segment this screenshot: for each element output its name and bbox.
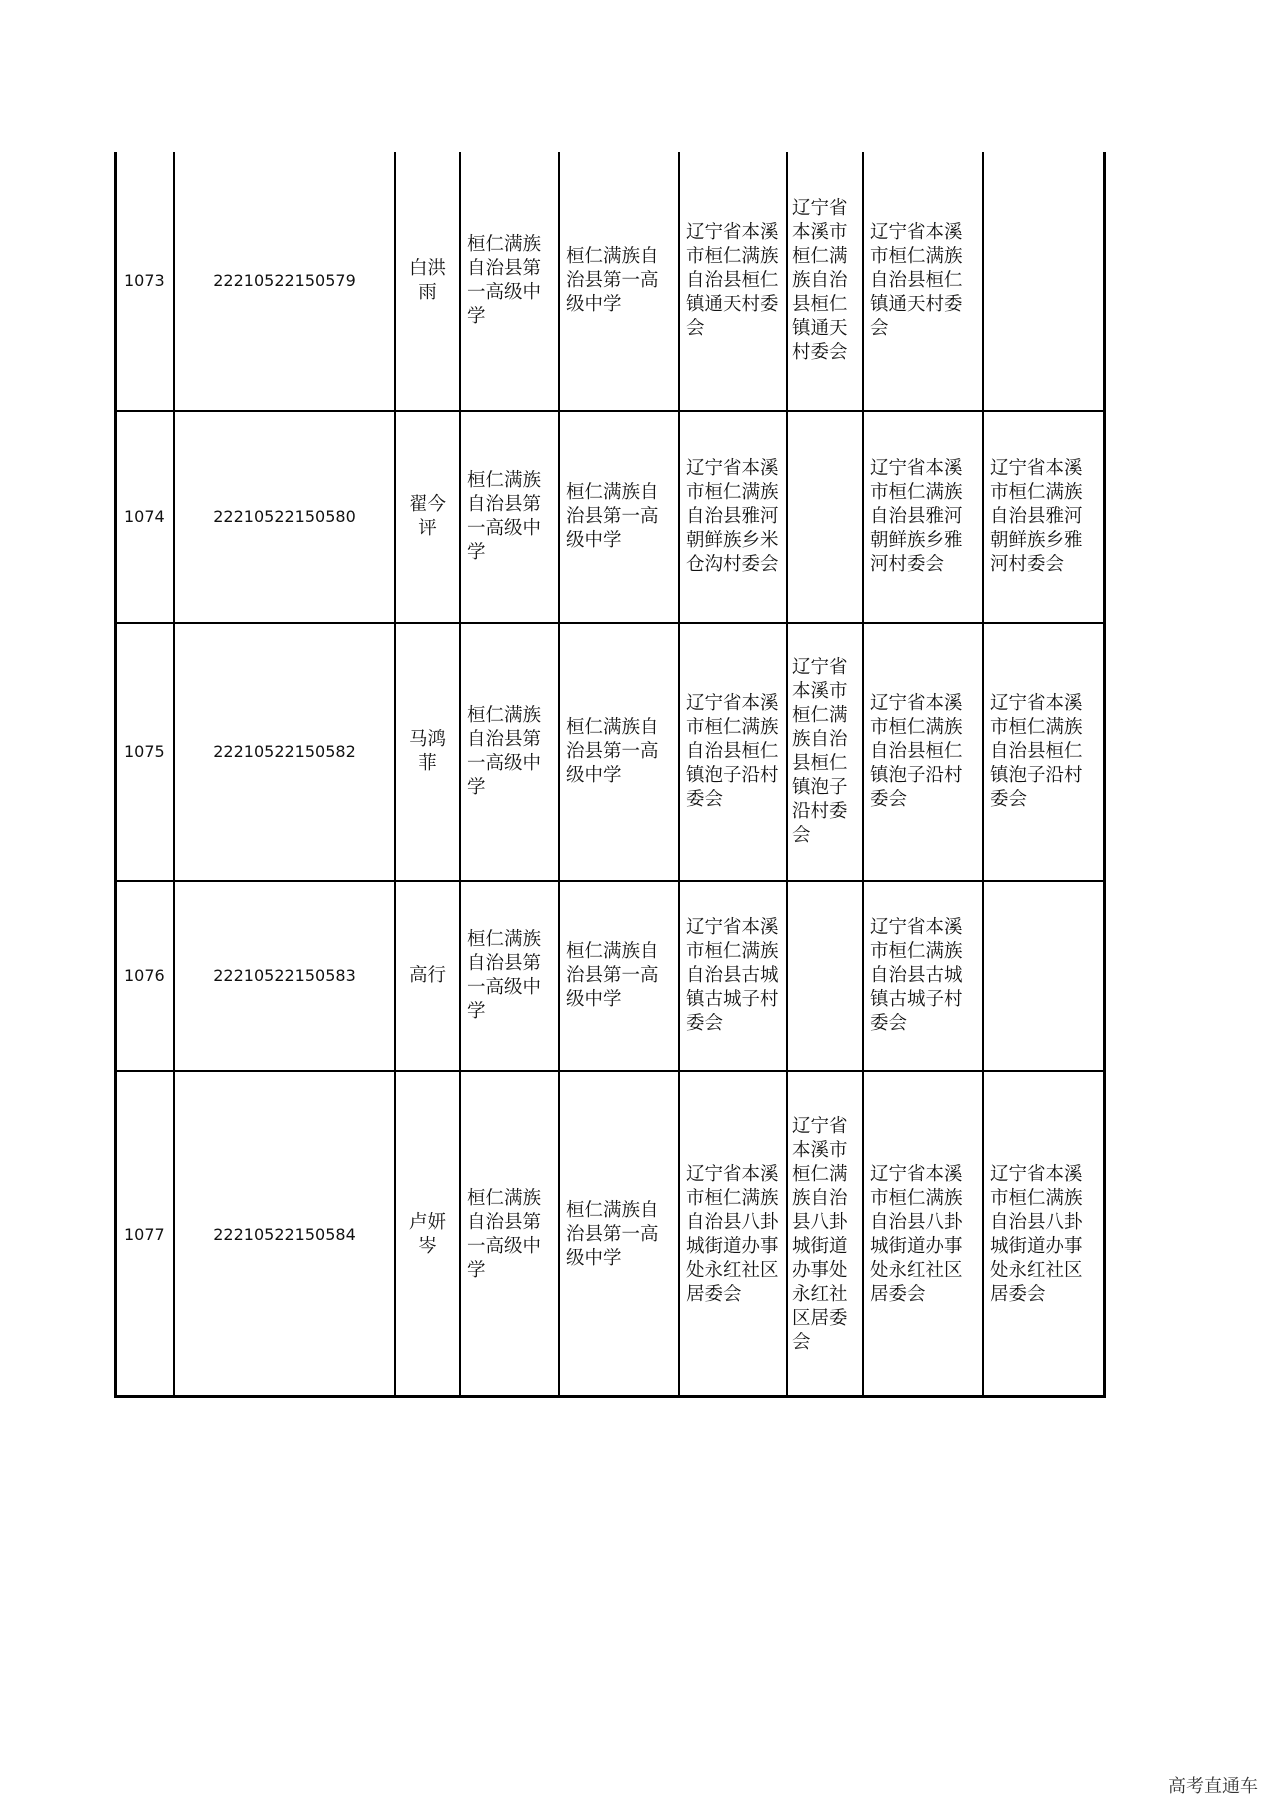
address-4: 辽宁省本溪市桓仁满族自治县桓仁镇泡子沿村委会: [990, 693, 1083, 810]
student-name: 白洪雨: [408, 258, 446, 303]
seq-cell: [114, 412, 175, 622]
school-name: 桓仁满族自治县第一高级中学: [467, 234, 542, 327]
address-2: 辽宁省本溪市桓仁满族自治县桓仁镇泡子沿村委会: [792, 657, 848, 846]
address4-cell: [984, 152, 1103, 410]
watermark-text: 高考直通车: [1168, 1776, 1258, 1797]
student-name-cell: [396, 882, 461, 1070]
school2-cell: [560, 1072, 680, 1398]
address-2: 辽宁省本溪市桓仁满族自治县八卦城街道办事处永红社区居委会: [792, 1116, 848, 1353]
address-4: 辽宁省本溪市桓仁满族自治县雅河朝鲜族乡雅河村委会: [990, 458, 1083, 575]
school-name-2: 桓仁满族自治县第一高级中学: [566, 246, 659, 315]
address-2: 辽宁省本溪市桓仁满族自治县桓仁镇通天村委会: [792, 198, 848, 363]
student-name: 马鸿菲: [408, 729, 446, 774]
exam-number: 22210522150583: [213, 966, 356, 985]
address1-cell: [680, 1072, 788, 1398]
address2-cell: [788, 412, 864, 622]
address1-cell: [680, 412, 788, 622]
school-cell: [461, 882, 560, 1070]
student-name-cell: [396, 152, 461, 410]
exam-number-cell: [175, 882, 396, 1070]
school2-cell: [560, 882, 680, 1070]
table-row: [114, 882, 1106, 1072]
exam-number-cell: [175, 1072, 396, 1398]
student-name-cell: [396, 624, 461, 880]
seq-number: 1077: [124, 1225, 165, 1244]
address-1: 辽宁省本溪市桓仁满族自治县八卦城街道办事处永红社区居委会: [686, 1164, 779, 1305]
exam-number: 22210522150584: [213, 1225, 356, 1244]
address-1: 辽宁省本溪市桓仁满族自治县桓仁镇泡子沿村委会: [686, 693, 779, 810]
school-name: 桓仁满族自治县第一高级中学: [467, 929, 542, 1022]
school2-cell: [560, 624, 680, 880]
student-name: 高行: [408, 965, 446, 986]
address-1: 辽宁省本溪市桓仁满族自治县古城镇古城子村委会: [686, 917, 779, 1034]
address-3: 辽宁省本溪市桓仁满族自治县古城镇古城子村委会: [870, 917, 963, 1034]
table-row: [114, 624, 1106, 882]
address2-cell: [788, 624, 864, 880]
address2-cell: [788, 1072, 864, 1398]
school-cell: [461, 152, 560, 410]
seq-number: 1075: [124, 742, 165, 761]
address4-cell: [984, 882, 1103, 1070]
seq-number: 1074: [124, 507, 165, 526]
school-cell: [461, 624, 560, 880]
school-cell: [461, 1072, 560, 1398]
school2-cell: [560, 152, 680, 410]
seq-number: 1073: [124, 271, 165, 290]
seq-cell: [114, 882, 175, 1070]
address2-cell: [788, 152, 864, 410]
exam-number: 22210522150580: [213, 507, 356, 526]
address-3: 辽宁省本溪市桓仁满族自治县雅河朝鲜族乡雅河村委会: [870, 458, 963, 575]
table-row: [114, 1072, 1106, 1398]
student-name-cell: [396, 1072, 461, 1398]
school-cell: [461, 412, 560, 622]
seq-cell: [114, 1072, 175, 1398]
address3-cell: [864, 624, 984, 880]
school-name: 桓仁满族自治县第一高级中学: [467, 470, 542, 563]
student-name: 卢妍岑: [408, 1212, 446, 1257]
address3-cell: [864, 1072, 984, 1398]
school-name: 桓仁满族自治县第一高级中学: [467, 1188, 542, 1281]
school-name-2: 桓仁满族自治县第一高级中学: [566, 941, 659, 1010]
address1-cell: [680, 152, 788, 410]
address-3: 辽宁省本溪市桓仁满族自治县桓仁镇泡子沿村委会: [870, 693, 963, 810]
table-row: [114, 412, 1106, 624]
address2-cell: [788, 882, 864, 1070]
address4-cell: [984, 624, 1103, 880]
school2-cell: [560, 412, 680, 622]
address1-cell: [680, 882, 788, 1070]
address-3: 辽宁省本溪市桓仁满族自治县桓仁镇通天村委会: [870, 222, 963, 339]
address-4: 辽宁省本溪市桓仁满族自治县八卦城街道办事处永红社区居委会: [990, 1164, 1083, 1305]
seq-number: 1076: [124, 966, 165, 985]
seq-cell: [114, 152, 175, 410]
address4-cell: [984, 1072, 1103, 1398]
address-1: 辽宁省本溪市桓仁满族自治县桓仁镇通天村委会: [686, 222, 779, 339]
student-name-cell: [396, 412, 461, 622]
school-name-2: 桓仁满族自治县第一高级中学: [566, 482, 659, 551]
exam-number-cell: [175, 624, 396, 880]
seq-cell: [114, 624, 175, 880]
school-name-2: 桓仁满族自治县第一高级中学: [566, 1200, 659, 1269]
address3-cell: [864, 152, 984, 410]
exam-number-cell: [175, 152, 396, 410]
address3-cell: [864, 882, 984, 1070]
address1-cell: [680, 624, 788, 880]
admission-table: [114, 152, 1106, 1398]
table-row: [114, 152, 1106, 412]
address4-cell: [984, 412, 1103, 622]
exam-number: 22210522150582: [213, 742, 356, 761]
school-name-2: 桓仁满族自治县第一高级中学: [566, 717, 659, 786]
exam-number: 22210522150579: [213, 271, 356, 290]
school-name: 桓仁满族自治县第一高级中学: [467, 705, 542, 798]
address-3: 辽宁省本溪市桓仁满族自治县八卦城街道办事处永红社区居委会: [870, 1164, 963, 1305]
address-1: 辽宁省本溪市桓仁满族自治县雅河朝鲜族乡米仓沟村委会: [686, 458, 779, 575]
address3-cell: [864, 412, 984, 622]
student-name: 翟今评: [408, 494, 446, 539]
exam-number-cell: [175, 412, 396, 622]
